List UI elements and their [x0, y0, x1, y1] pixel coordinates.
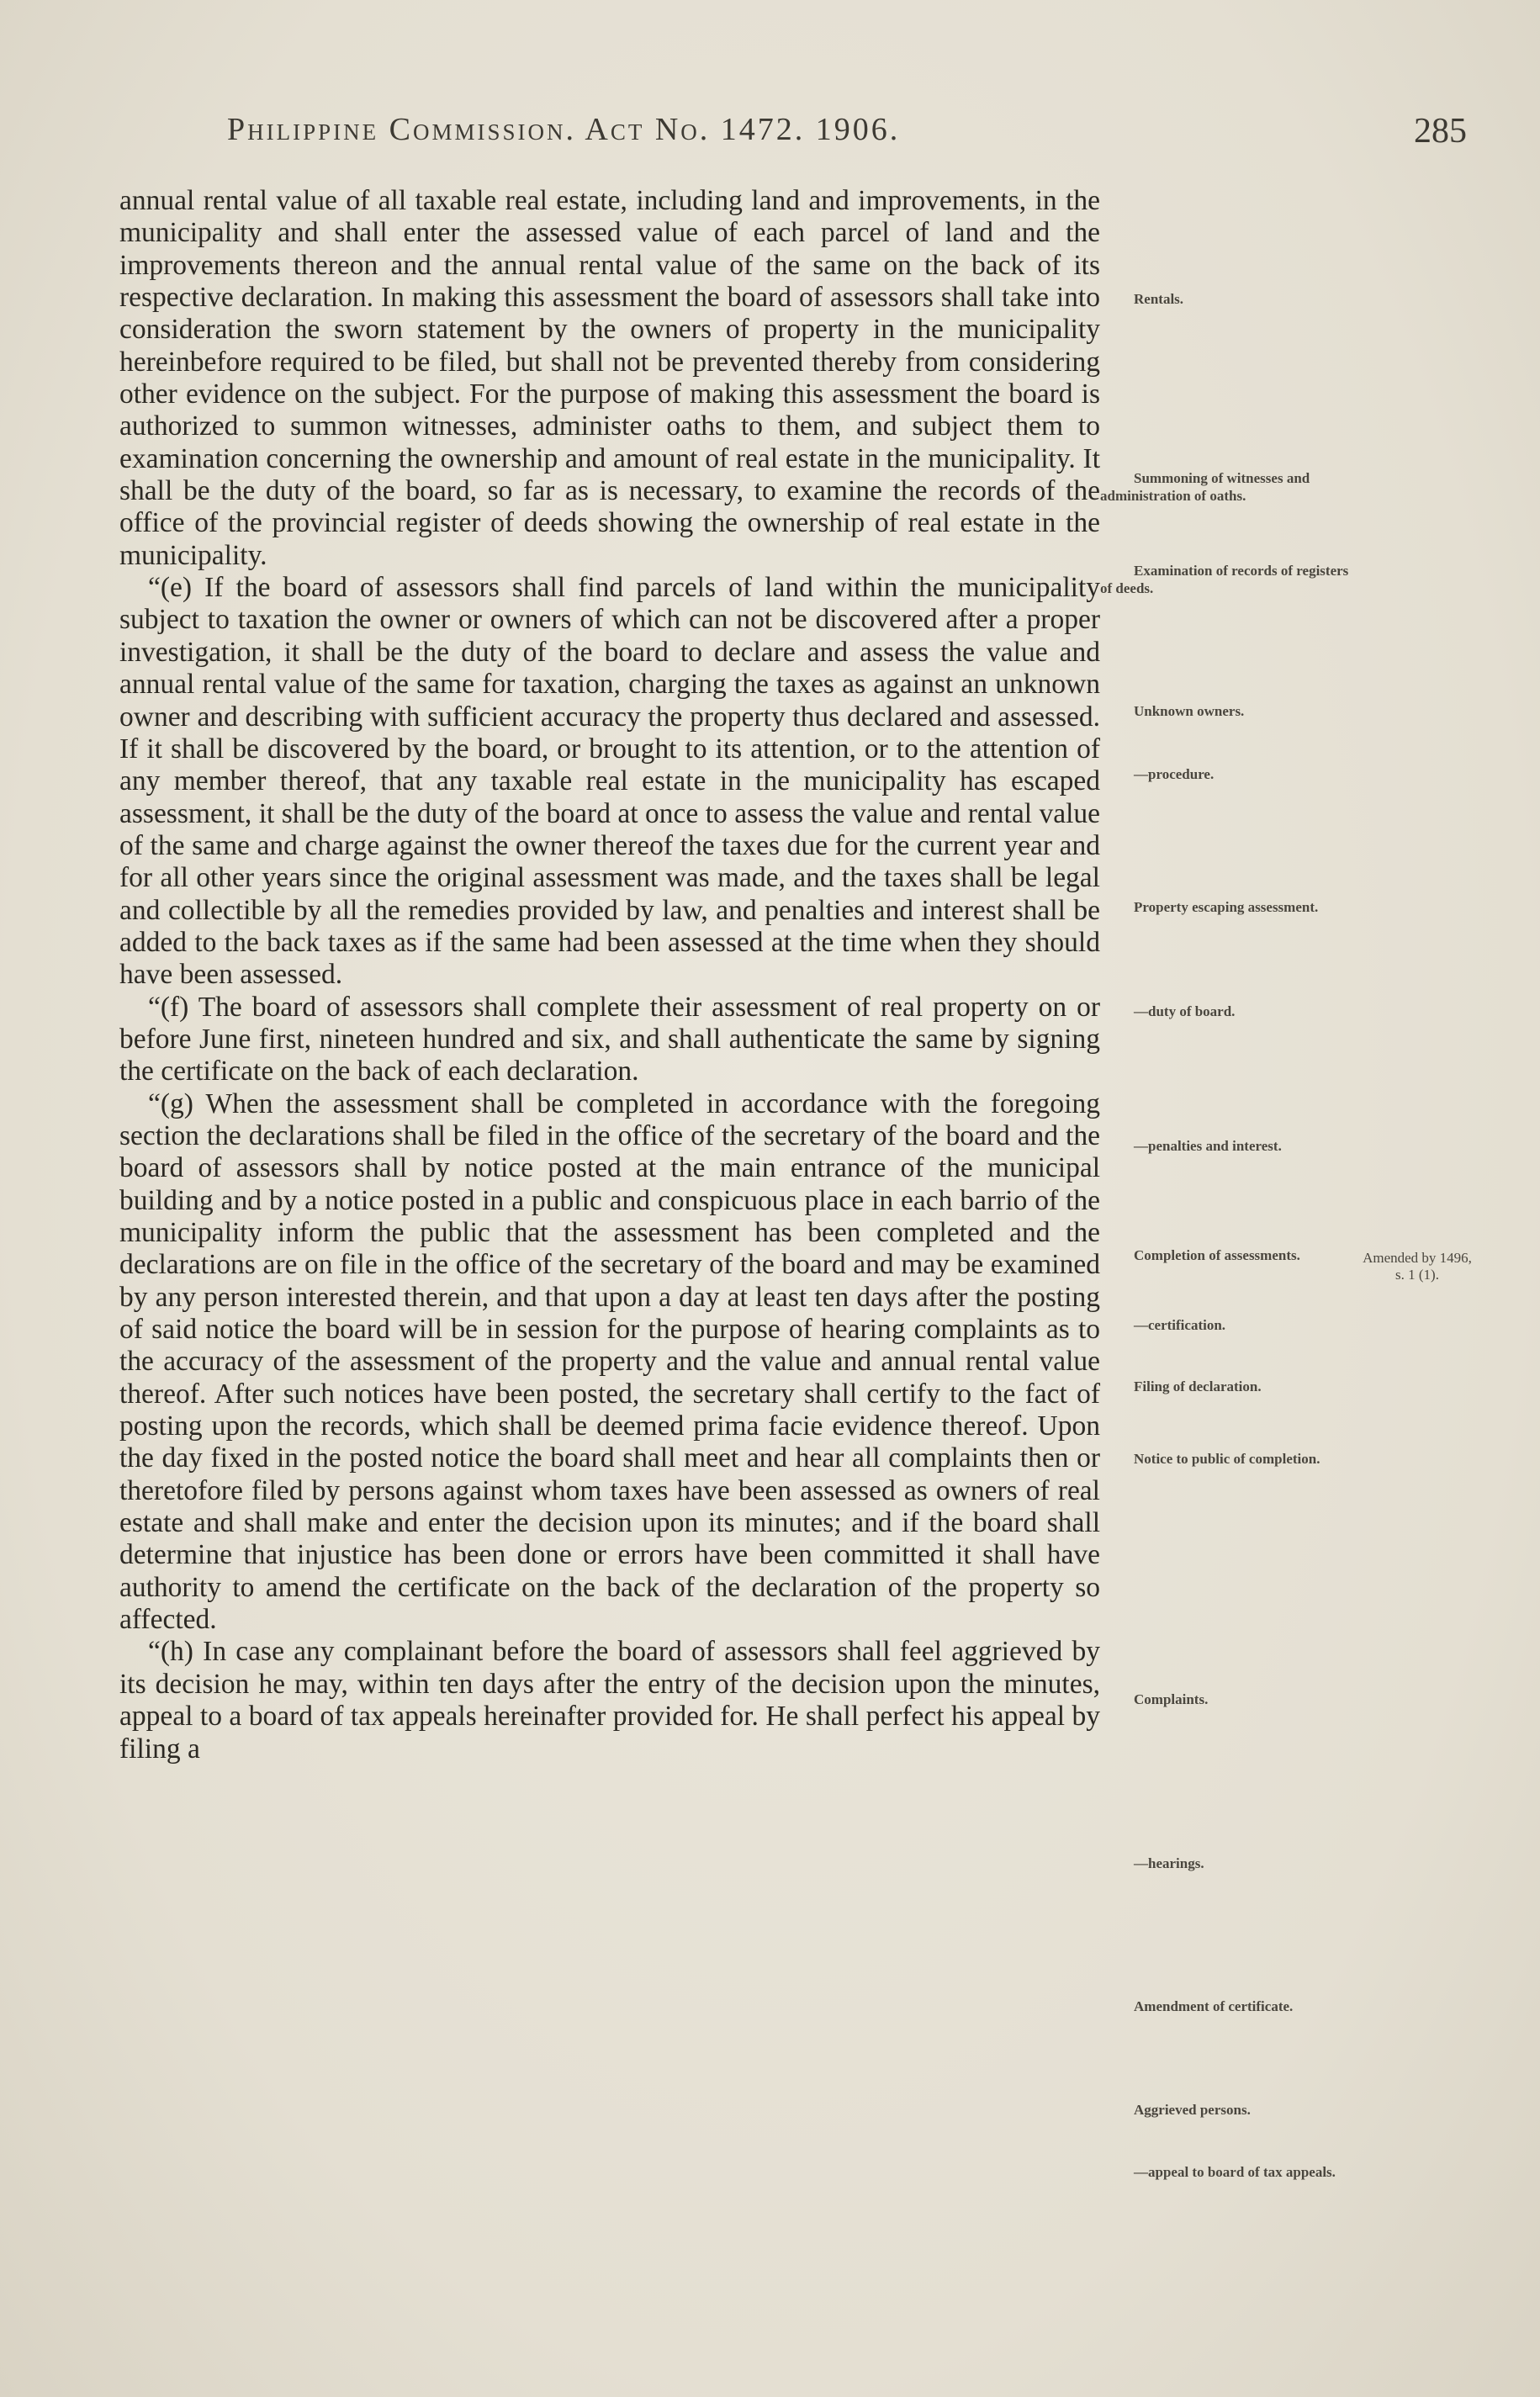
- margin-note: —procedure.: [1134, 766, 1215, 782]
- margin-note: —duty of board.: [1134, 1003, 1236, 1019]
- margin-note: Examination of records of registers of deeds.: [1100, 563, 1349, 596]
- margin-note: Completion of assessments.: [1134, 1247, 1300, 1263]
- paragraph-e: “(e) If the board of assessors shall find parcels of land within the municipality subject to taxation the owner or owners of which can not be discovered after a proper investigation, it shall be the duty of the board to declare and assess the value and annual rental value of the same for taxation, charging the taxes as against an unknown owner and describing with sufficient accuracy the property thus declared and assessed. If it shall be discovered by the board, or brought to its attention, or to the attention of any member thereof, that any taxable real estate in the municipality has escaped assessment, it shall be the duty of the board at once to assess the value and rental value of the same and charge against the owner thereof the taxes due for the current year and for all other years since the original assessment was made, and the taxes shall be legal and collectible by all the remedies provided by law, and penalties and interest shall be added to the back taxes as if the same had been assessed at the time when they should have been assessed.: [119, 572, 1100, 991]
- margin-note: —hearings.: [1134, 1855, 1204, 1871]
- page-number: 285: [1414, 112, 1467, 151]
- margin-note: Complaints.: [1134, 1691, 1209, 1707]
- margin-note: Aggrieved persons.: [1134, 2102, 1251, 2118]
- margin-note: Filing of declaration.: [1134, 1378, 1262, 1394]
- margin-note: —appeal to board of tax appeals.: [1134, 2164, 1336, 2180]
- margin-note: Rentals.: [1134, 291, 1184, 307]
- paragraph: annual rental value of all taxable real estate, including land and improvements, in the municipality and shall enter the assessed value of each parcel of land and the improvements thereon and the annual rental value of the same on the back of its respective declaration. In making this assessment the board of assessors shall take into consideration the sworn statement by the owners of property in the municipality hereinbefore required to be filed, but shall not be prevented thereby from considering other evidence on the subject. For the purpose of making this assessment the board is authorized to summon witnesses, administer oaths to them, and subject them to examination concerning the ownership and amount of real estate in the municipality. It shall be the duty of the board, so far as is necessary, to examine the records of the office of the provincial register of deeds showing the ownership of real estate in the municipality.: [119, 185, 1100, 571]
- running-header: [0, 111, 1540, 161]
- paragraph-h: “(h) In case any complainant before the board of assessors shall feel aggrieved by its decision he may, within ten days after the entry of the decision upon the minutes, appeal to a board of tax appeals hereinafter provided for. He shall perfect his appeal by filing a: [119, 1636, 1100, 1765]
- paragraph-f: “(f) The board of assessors shall complete their assessment of real property on or before June first, nineteen hundred and six, and shall authenticate the same by signing the certificate on the back of each declaration.: [119, 991, 1100, 1087]
- margin-note: Property escaping assessment.: [1134, 899, 1319, 915]
- margin-note: Amendment of certificate.: [1134, 1998, 1294, 2014]
- margin-note: Notice to public of completion.: [1134, 1451, 1320, 1467]
- amendment-note: Amended by 1496, s. 1 (1).: [1363, 1250, 1472, 1283]
- margin-note: —certification.: [1134, 1317, 1226, 1333]
- margin-note: Unknown owners.: [1134, 703, 1245, 719]
- margin-note: Summoning of witnesses and administration of oaths.: [1100, 470, 1310, 504]
- body-text: [119, 185, 1100, 1765]
- header-title: Philippine Commission. Act No. 1472. 1906.: [227, 112, 901, 147]
- margin-note: —penalties and interest.: [1134, 1138, 1282, 1154]
- paragraph-g: “(g) When the assessment shall be completed in accordance with the foregoing section the declarations shall be filed in the office of the secretary of the board and the board of assessors shall by notice posted at the main entrance of the municipal building and by a notice posted in a public and conspicuous place in each barrio of the municipality inform the public that the assessment has been completed and the declarations are on file in the office of the secretary of the board and may be examined by any person interested therein, and that upon a day at least ten days after the posting of said notice the board will be in session for the purpose of hearing complaints as to the accuracy of the assessment of the property and the value and annual rental value thereof. After such notices have been posted, the secretary shall certify to the fact of posting upon the records, which shall be deemed prima facie evidence thereof. Upon the day fixed in the posted notice the board shall meet and hear all complaints then or theretofore filed by persons against whom taxes have been assessed as owners of real estate and shall make and enter the decision upon its minutes; and if the board shall determine that injustice has been done or errors have been committed it shall have authority to amend the certificate on the back of the declaration of the property so affected.: [119, 1087, 1100, 1636]
